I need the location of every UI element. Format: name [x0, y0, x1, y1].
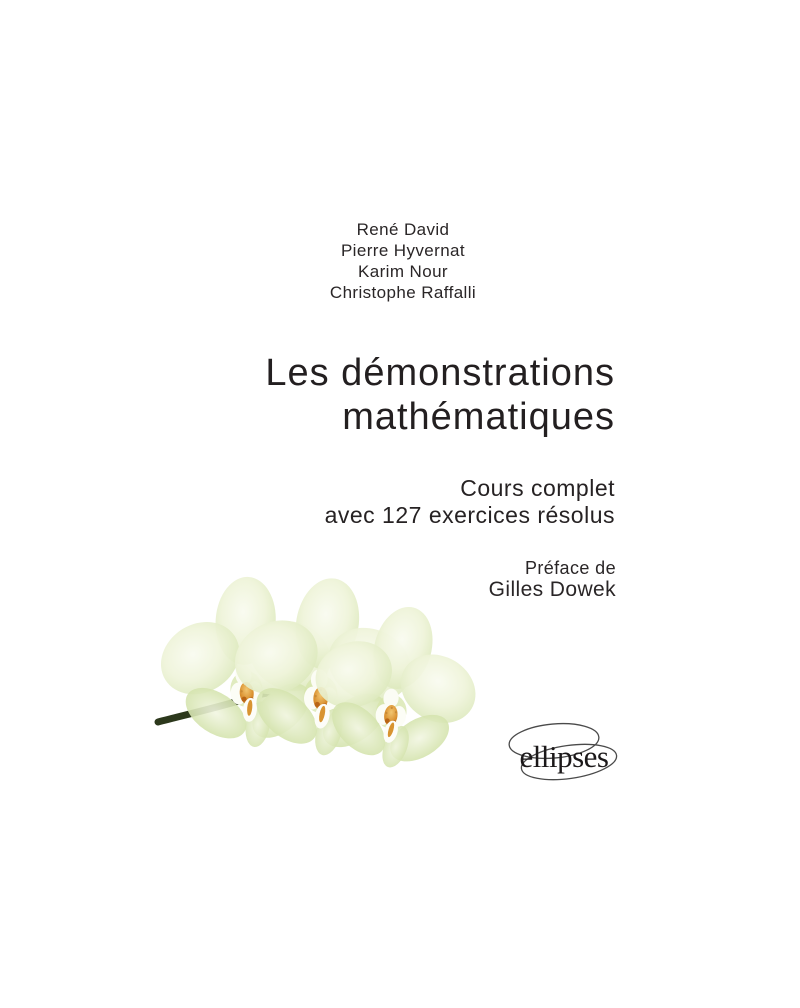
- book-subtitle: [325, 475, 615, 529]
- book-title: [265, 351, 615, 439]
- authors-block: [243, 219, 563, 303]
- subtitle-line-2: avec 127 exercices résolus: [324, 502, 615, 528]
- author-line: Christophe Raffalli: [329, 283, 477, 302]
- subtitle-line-1: Cours complet: [460, 475, 615, 501]
- orchid-flower-image: [140, 565, 480, 765]
- publisher-logo: [505, 719, 623, 791]
- preface-credit: [489, 558, 616, 601]
- author-line: René David: [356, 220, 450, 239]
- publisher-name: ellipses: [519, 739, 609, 774]
- preface-label: Préface de: [524, 558, 616, 578]
- title-line-1: Les démonstrations: [265, 352, 615, 394]
- author-line: Karim Nour: [358, 262, 448, 281]
- author-line: Pierre Hyvernat: [340, 241, 466, 260]
- title-line-2: mathématiques: [342, 396, 615, 438]
- preface-author: Gilles Dowek: [488, 578, 616, 601]
